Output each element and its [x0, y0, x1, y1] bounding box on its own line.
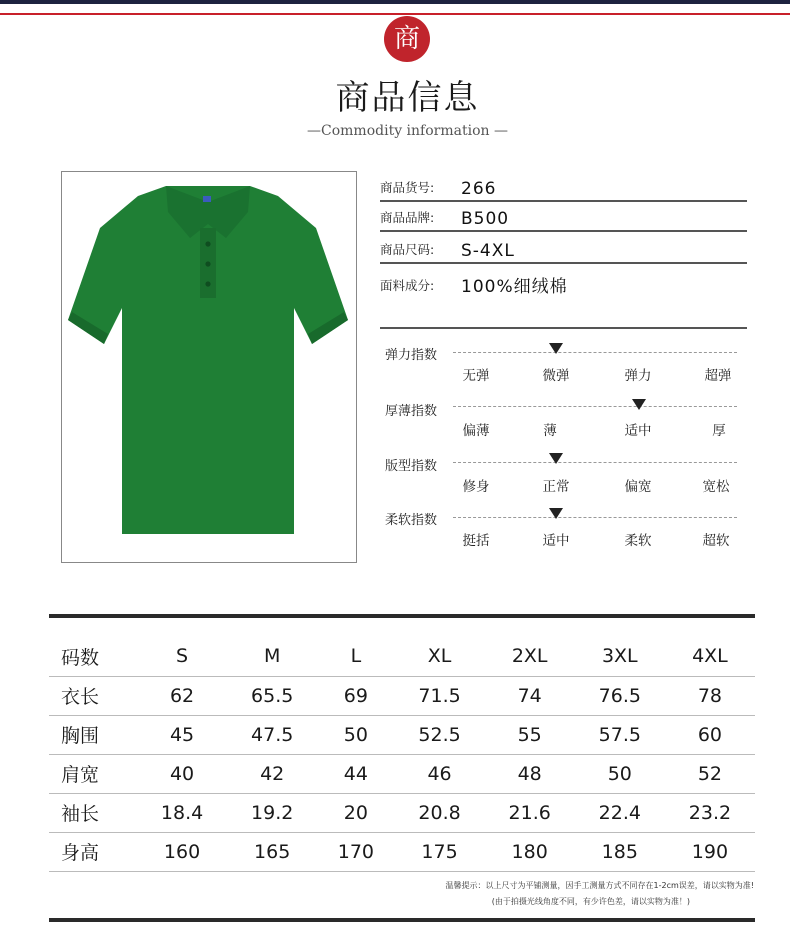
table-cell: L: [317, 637, 394, 676]
table-cell: 23.2: [665, 793, 755, 832]
table-cell: 52.5: [394, 715, 484, 754]
index-marker-icon: [549, 453, 563, 464]
index-label: 弹力指数: [385, 348, 438, 363]
index-option: 适中: [542, 533, 570, 549]
top-red-stripe: [0, 13, 790, 15]
table-cell: 190: [665, 832, 755, 871]
spec-label: 商品货号:: [380, 180, 435, 195]
table-cell: 42: [227, 754, 317, 793]
index-option: 超弹: [704, 368, 732, 384]
table-cell: 69: [317, 676, 394, 715]
table-cell: 78: [665, 676, 755, 715]
table-cell: 44: [317, 754, 394, 793]
table-cell: 胸围: [49, 715, 137, 754]
table-cell: 身高: [49, 832, 137, 871]
table-cell: 21.6: [485, 793, 575, 832]
table-cell: 50: [317, 715, 394, 754]
table-row: [49, 754, 755, 793]
index-scale-line: [453, 462, 737, 463]
index-label: 厚薄指数: [385, 404, 438, 419]
spec-divider: [380, 327, 747, 329]
table-cell: 22.4: [575, 793, 665, 832]
table-cell: 180: [485, 832, 575, 871]
table-cell: M: [227, 637, 317, 676]
size-chart-table: [49, 637, 755, 872]
index-option: 柔软: [624, 533, 652, 549]
table-cell: 175: [394, 832, 484, 871]
table-cell: 60: [665, 715, 755, 754]
table-row: [49, 715, 755, 754]
table-cell: 20: [317, 793, 394, 832]
polo-shirt-image: [62, 172, 356, 562]
page-subtitle: —Commodity information —: [307, 123, 508, 139]
table-cell: 50: [575, 754, 665, 793]
index-scale-line: [453, 352, 737, 353]
table-cell: 160: [137, 832, 227, 871]
table-cell: 2XL: [485, 637, 575, 676]
index-option: 弹力: [624, 368, 652, 384]
table-cell: 76.5: [575, 676, 665, 715]
spec-row-size: [380, 234, 747, 264]
table-cell: 码数: [49, 637, 137, 676]
measurement-note: 温馨提示：以上尺寸为平铺测量，因手工测量方式不同存在1-2cm误差，请以实物为准!: [445, 881, 754, 890]
spec-value: 266: [461, 179, 497, 199]
index-label: 柔软指数: [385, 513, 438, 528]
index-option: 微弹: [542, 368, 570, 384]
product-photo: [61, 171, 357, 563]
index-option: 薄: [543, 423, 557, 439]
table-cell: 4XL: [665, 637, 755, 676]
spec-value: B500: [461, 209, 510, 229]
spec-row-brand: [380, 202, 747, 232]
table-row: [49, 832, 755, 871]
table-cell: 65.5: [227, 676, 317, 715]
index-option: 偏薄: [462, 423, 490, 439]
table-cell: 3XL: [575, 637, 665, 676]
index-option: 正常: [542, 479, 570, 495]
top-dark-stripe: [0, 0, 790, 4]
index-marker-icon: [549, 508, 563, 519]
page-title: 商品信息: [335, 78, 480, 118]
spec-label: 商品品牌:: [380, 210, 435, 225]
table-cell: 62: [137, 676, 227, 715]
spec-value: 100%细绒棉: [461, 277, 568, 297]
table-cell: 71.5: [394, 676, 484, 715]
index-label: 版型指数: [385, 459, 438, 474]
index-option: 挺括: [462, 533, 490, 549]
table-bottom-rule: [49, 918, 755, 922]
index-option: 厚: [712, 423, 726, 439]
index-option: 适中: [624, 423, 652, 439]
table-cell: 20.8: [394, 793, 484, 832]
table-cell: 57.5: [575, 715, 665, 754]
shop-badge: 商: [384, 16, 430, 62]
table-cell: 48: [485, 754, 575, 793]
spec-label: 面料成分:: [380, 278, 435, 293]
table-cell: 袖长: [49, 793, 137, 832]
table-header-row: [49, 637, 755, 676]
table-cell: 47.5: [227, 715, 317, 754]
table-row: [49, 676, 755, 715]
index-scale-line: [453, 517, 737, 518]
table-cell: 18.4: [137, 793, 227, 832]
color-note: (由于拍摄光线角度不同，有少许色差，请以实物为准！): [491, 897, 690, 906]
table-cell: 55: [485, 715, 575, 754]
table-cell: 185: [575, 832, 665, 871]
table-cell: 19.2: [227, 793, 317, 832]
table-row: [49, 793, 755, 832]
table-cell: 74: [485, 676, 575, 715]
spec-row-item-no: [380, 172, 747, 202]
spec-label: 商品尺码:: [380, 242, 435, 257]
index-option: 修身: [462, 479, 490, 495]
index-option: 无弹: [462, 368, 490, 384]
table-cell: 衣长: [49, 676, 137, 715]
table-cell: 165: [227, 832, 317, 871]
index-option: 超软: [702, 533, 730, 549]
table-cell: XL: [394, 637, 484, 676]
table-cell: 45: [137, 715, 227, 754]
table-top-rule: [49, 614, 755, 618]
table-cell: 46: [394, 754, 484, 793]
spec-row-fabric: [380, 268, 747, 298]
table-cell: 170: [317, 832, 394, 871]
index-option: 偏宽: [624, 479, 652, 495]
table-cell: 肩宽: [49, 754, 137, 793]
index-marker-icon: [549, 343, 563, 354]
table-cell: 52: [665, 754, 755, 793]
index-option: 宽松: [702, 479, 730, 495]
index-scale-line: [453, 406, 737, 407]
table-cell: 40: [137, 754, 227, 793]
table-cell: S: [137, 637, 227, 676]
index-marker-icon: [632, 399, 646, 410]
spec-value: S-4XL: [461, 241, 515, 261]
